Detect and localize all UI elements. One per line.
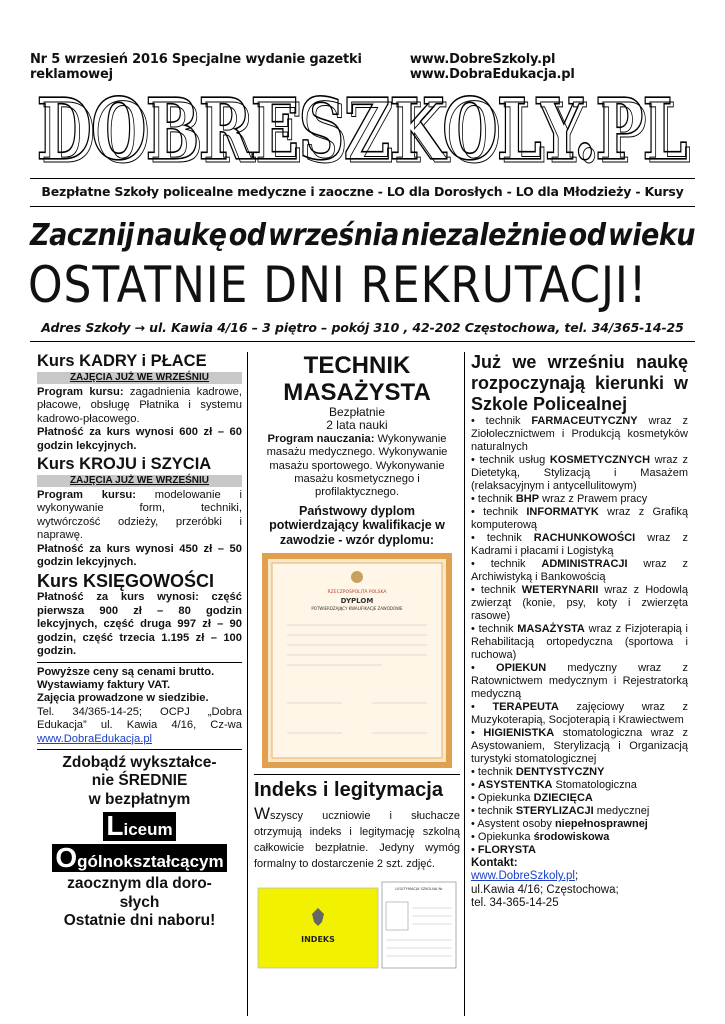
field-details: Stomatologiczna — [552, 779, 637, 791]
course-title: MASAŻYSTA — [283, 379, 431, 406]
field-name: niepełnosprawnej — [554, 818, 648, 830]
prices-note: Powyższe ceny są cenami brutto. Wystawiamy faktury VAT. — [37, 665, 215, 691]
column-divider — [464, 352, 465, 1016]
field-name: INFORMATYK — [526, 506, 599, 518]
course-title: TECHNIK — [303, 352, 411, 379]
liceum-highlight — [103, 812, 175, 841]
contact-address: ul.Kawia 4/16; Częstochowa; — [471, 883, 619, 896]
headline-word: września — [267, 218, 399, 253]
masseur-column — [254, 352, 460, 970]
masthead-shadow: DOBRESZKOLY.PL — [41, 86, 691, 170]
course-price: Płatność za kurs wynosi 600 zł – 60 godzin lekcyjnych. — [37, 426, 242, 452]
course-program — [37, 489, 242, 543]
courses-column — [37, 352, 242, 931]
liceum-text: słych — [119, 893, 160, 911]
field-name: MASAŻYSTA — [517, 623, 585, 635]
websites: www.DobreSzkoly.pl www.DobraEdukacja.pl — [409, 52, 575, 82]
indeks-card-label: INDEKS — [301, 935, 335, 945]
field-item — [471, 584, 688, 623]
field-name: RACHUNKOWOŚCI — [533, 532, 636, 544]
field-prefix: • technik — [471, 415, 532, 427]
field-name: DZIECIĘCA — [533, 792, 593, 804]
initial-letter: W — [254, 804, 271, 824]
program-info — [254, 433, 460, 500]
initial-letter: L — [106, 810, 124, 842]
dobraedukacja-link[interactable]: www.DobraEdukacja.pl — [37, 732, 153, 745]
headline-tagline — [30, 218, 695, 253]
field-details: medyczny wraz z Ratownictwem medycznym i Rejestratorką medyczną — [471, 662, 688, 700]
field-name: WETERYNARII — [521, 584, 599, 596]
headline-word: naukę — [135, 218, 227, 253]
column-title: Już we wrześniu naukę rozpoczynają kierunki w Szkole Policealnej — [471, 352, 688, 414]
school-address: Adres Szkoły → ul. Kawia 4/16 – 3 piętro – pokój 310 , 42-202 Częstochowa, tel. 34/365-14-25 — [41, 320, 684, 335]
divider — [37, 749, 242, 750]
field-name: KOSMETYCZNYCH — [549, 454, 651, 466]
field-details: wraz z Prawem pracy — [539, 493, 648, 505]
divider — [30, 341, 695, 342]
liceum-word: iceum — [123, 820, 173, 840]
course-price: Płatność za kurs wynosi 450 zł – 50 godzin lekcyjnych. — [37, 542, 242, 569]
field-prefix: • technik — [471, 532, 534, 544]
headline-word: od — [228, 218, 266, 253]
field-details: medycznej — [593, 805, 650, 817]
field-prefix: • technik — [471, 805, 516, 817]
field-name: ADMINISTRACJI — [541, 558, 628, 570]
field-prefix: • Opiekunka — [471, 831, 534, 843]
field-prefix: • — [471, 844, 478, 856]
contact-info — [37, 706, 242, 746]
program-text: Wykonywanie masażu medycznego. Wykonywanie masażu sportowego. Wykonywanie masażu kosmetycznego i profilaktycznego. — [266, 432, 448, 499]
subtitle: Bezpłatne Szkoły policealne medyczne i zaoczne - LO dla Dorosłych - LO dla Młodzieży - Kursy — [41, 184, 684, 199]
field-item — [471, 701, 688, 727]
field-item — [471, 415, 688, 454]
diploma-header: RZECZPOSPOLITA POLSKA — [327, 590, 387, 596]
policealna-column — [471, 352, 688, 911]
field-name: STERYLIZACJI — [515, 805, 594, 817]
field-item — [471, 454, 688, 493]
field-name: środowiskowa — [533, 831, 610, 843]
field-item — [471, 844, 688, 857]
field-item — [471, 493, 688, 506]
field-details: wraz z Archiwistyką i Bankowością — [471, 558, 688, 583]
course-band: ZAJĘCIA JUŻ WE WRZEŚNIU — [37, 372, 242, 384]
field-details: stomatologiczna wraz z Asystowaniem, Sterylizacją i Organizacją turystyki stomatologicznej — [471, 727, 688, 765]
liceum-text: nie ŚREDNIE — [91, 772, 188, 790]
course-band: ZAJĘCIA JUŻ WE WRZEŚNIU — [37, 475, 242, 487]
field-item — [471, 766, 688, 779]
field-item — [471, 506, 688, 532]
contact-website — [471, 870, 688, 883]
field-item — [471, 831, 688, 844]
field-details: wraz z Fizjoterapią i Rehabilitacją ortopedyczna (sportowa i ruchowa) — [471, 623, 688, 661]
headline-word: Zacznij — [30, 218, 134, 253]
field-name: ASYSTENTKA — [477, 779, 553, 791]
headline-word: od — [568, 218, 606, 253]
headline-word: wieku — [607, 218, 695, 253]
liceum-text: Ostatnie dni naboru! — [63, 912, 216, 930]
field-details: wraz z Kadrami i płacami i Logistyką — [471, 532, 688, 557]
field-name: OPIEKUN — [496, 662, 547, 674]
field-name: FARMACEUTYCZNY — [531, 415, 638, 427]
field-details: wraz z Hodowlą zwierząt (konie, psy, koty i zwierzęta rasowe) — [471, 584, 688, 622]
program-label: Program nauczania: — [267, 432, 375, 445]
field-item — [471, 727, 688, 766]
program-text: zagadnienia kadrowe, płacowe, obsługę Płatnika i systemu kadrowo-płacowego. — [37, 386, 243, 425]
masthead — [30, 78, 695, 170]
classes-note: Zajęcia prowadzone w siedzibie. — [37, 692, 209, 705]
indeks-body: szyscy uczniowie i słuchacze otrzymują indeks i legitymację szkolną całkowicie bezpłatnie. Jedyny wymóg formalny to dostarczenie 2 szt. zdjęć. — [254, 810, 460, 871]
course-price: Płatność za kurs wynosi: część pierwsza 900 zł – 80 godzin lekcyjnych, część druga 997 zł – 90 godzin, część trzecia 1.195 zł – 100 godzin. — [37, 591, 242, 658]
field-item — [471, 662, 688, 701]
liceum-ad — [37, 754, 242, 931]
field-name: HIGIENISTKA — [483, 727, 555, 739]
headline-recruitment: OSTATNIE DNI REKRUTACJI! — [28, 256, 648, 314]
field-prefix: • technik usług — [471, 454, 550, 466]
field-prefix: • technik — [471, 506, 527, 518]
field-name: TERAPEUTA — [492, 701, 559, 713]
field-prefix: • technik — [471, 584, 522, 596]
liceum-name — [37, 841, 242, 873]
field-details: wraz z Grafiką komputerową — [471, 506, 688, 531]
legitymacja-label: LEGITYMACJA SZKOLNA Nr — [395, 887, 443, 892]
field-details: wraz z Dietetyką, Stylizacją i Masażem (relaksacyjnym i antycellulitowym) — [471, 454, 688, 492]
divider — [30, 178, 695, 179]
liceum-highlight — [52, 841, 226, 873]
field-item — [471, 818, 688, 831]
field-name: BHP — [515, 493, 540, 505]
indeks-text — [254, 806, 460, 872]
contact-sep: ; — [574, 870, 579, 883]
indeks-title: Indeks i legitymacja — [254, 779, 443, 802]
field-item — [471, 532, 688, 558]
field-details: wraz z Ziołolecznictwem i Produkcją kosmetyków naturalnych — [471, 415, 688, 453]
field-prefix: • Opiekunka — [471, 792, 534, 804]
duration-label: 2 lata nauki — [326, 418, 388, 433]
divider — [254, 774, 460, 775]
diploma-image — [262, 553, 452, 768]
field-name: FLORYSTA — [477, 844, 536, 856]
field-prefix: • technik — [471, 493, 516, 505]
program-text: modelowanie i wykonywanie form, techniki, wytwórczość odzieży, przeróbki i naprawę. — [37, 489, 242, 542]
liceum-text: zaocznym dla doro- — [67, 875, 212, 893]
masthead-text: DOBRESZKOLY.PL — [37, 82, 687, 170]
liceum-word: gólnokształcącym — [77, 851, 224, 871]
issue-line: Nr 5 wrzesień 2016 Specjalne wydanie gazetki reklamowej — [30, 52, 362, 82]
divider — [37, 662, 242, 663]
program-label: Program kursu: — [37, 489, 136, 502]
course-title: Kurs KROJU i SZYCIA — [37, 455, 212, 474]
field-prefix: • technik — [471, 558, 542, 570]
field-item — [471, 623, 688, 662]
column-divider — [247, 352, 248, 1016]
free-label: Bezpłatnie — [328, 405, 386, 419]
field-item — [471, 805, 688, 818]
field-details: zajęciowy wraz z Muzykoterapią, Socjoterapią i Krawiectwem — [471, 701, 688, 726]
course-title: Kurs KSIĘGOWOŚCI — [37, 571, 215, 592]
contact-phone: tel. 34-365-14-25 — [471, 897, 559, 910]
divider — [30, 206, 695, 207]
diploma-caption: Państwowy dyplom potwierdzający kwalifikacje w zawodzie - wzór dyplomu: — [269, 503, 445, 547]
dobreszkoly-link[interactable]: www.DobreSzkoly.pl — [471, 870, 575, 883]
field-name: DENTYSTYCZNY — [515, 766, 605, 778]
headline-word: niezależnie — [401, 218, 567, 253]
field-prefix: • Asystent osoby — [471, 818, 555, 830]
diploma-subtitle: POTWIERDZAJĄCY KWALIFIKACJE ZAWODOWE — [311, 606, 403, 612]
field-prefix: • — [471, 662, 497, 674]
indeks-card-image — [254, 880, 459, 970]
liceum-text: Zdobądź wykształce- — [62, 753, 217, 771]
liceum-name — [37, 812, 242, 841]
course-title: Kurs KADRY i PŁACE — [37, 352, 207, 370]
field-item — [471, 558, 688, 584]
initial-letter: O — [55, 841, 78, 873]
liceum-text: w bezpłatnym — [88, 790, 191, 808]
contact-label: Kontakt: — [471, 857, 518, 869]
field-prefix: • technik — [471, 623, 518, 635]
field-item — [471, 792, 688, 805]
contact-text: Tel. 34/365-14-25; OCPJ „Dobra Edukacja” ul. Kawia 4/16, Cz-wa — [37, 705, 242, 732]
field-prefix: • — [471, 779, 478, 791]
program-label: Program kursu: — [37, 386, 124, 398]
field-item — [471, 779, 688, 792]
course-program — [37, 386, 242, 426]
diploma-title: DYPLOM — [340, 597, 374, 606]
field-prefix: • — [471, 701, 493, 713]
field-prefix: • technik — [471, 766, 516, 778]
fields-list — [471, 415, 688, 857]
field-prefix: • — [471, 727, 484, 739]
